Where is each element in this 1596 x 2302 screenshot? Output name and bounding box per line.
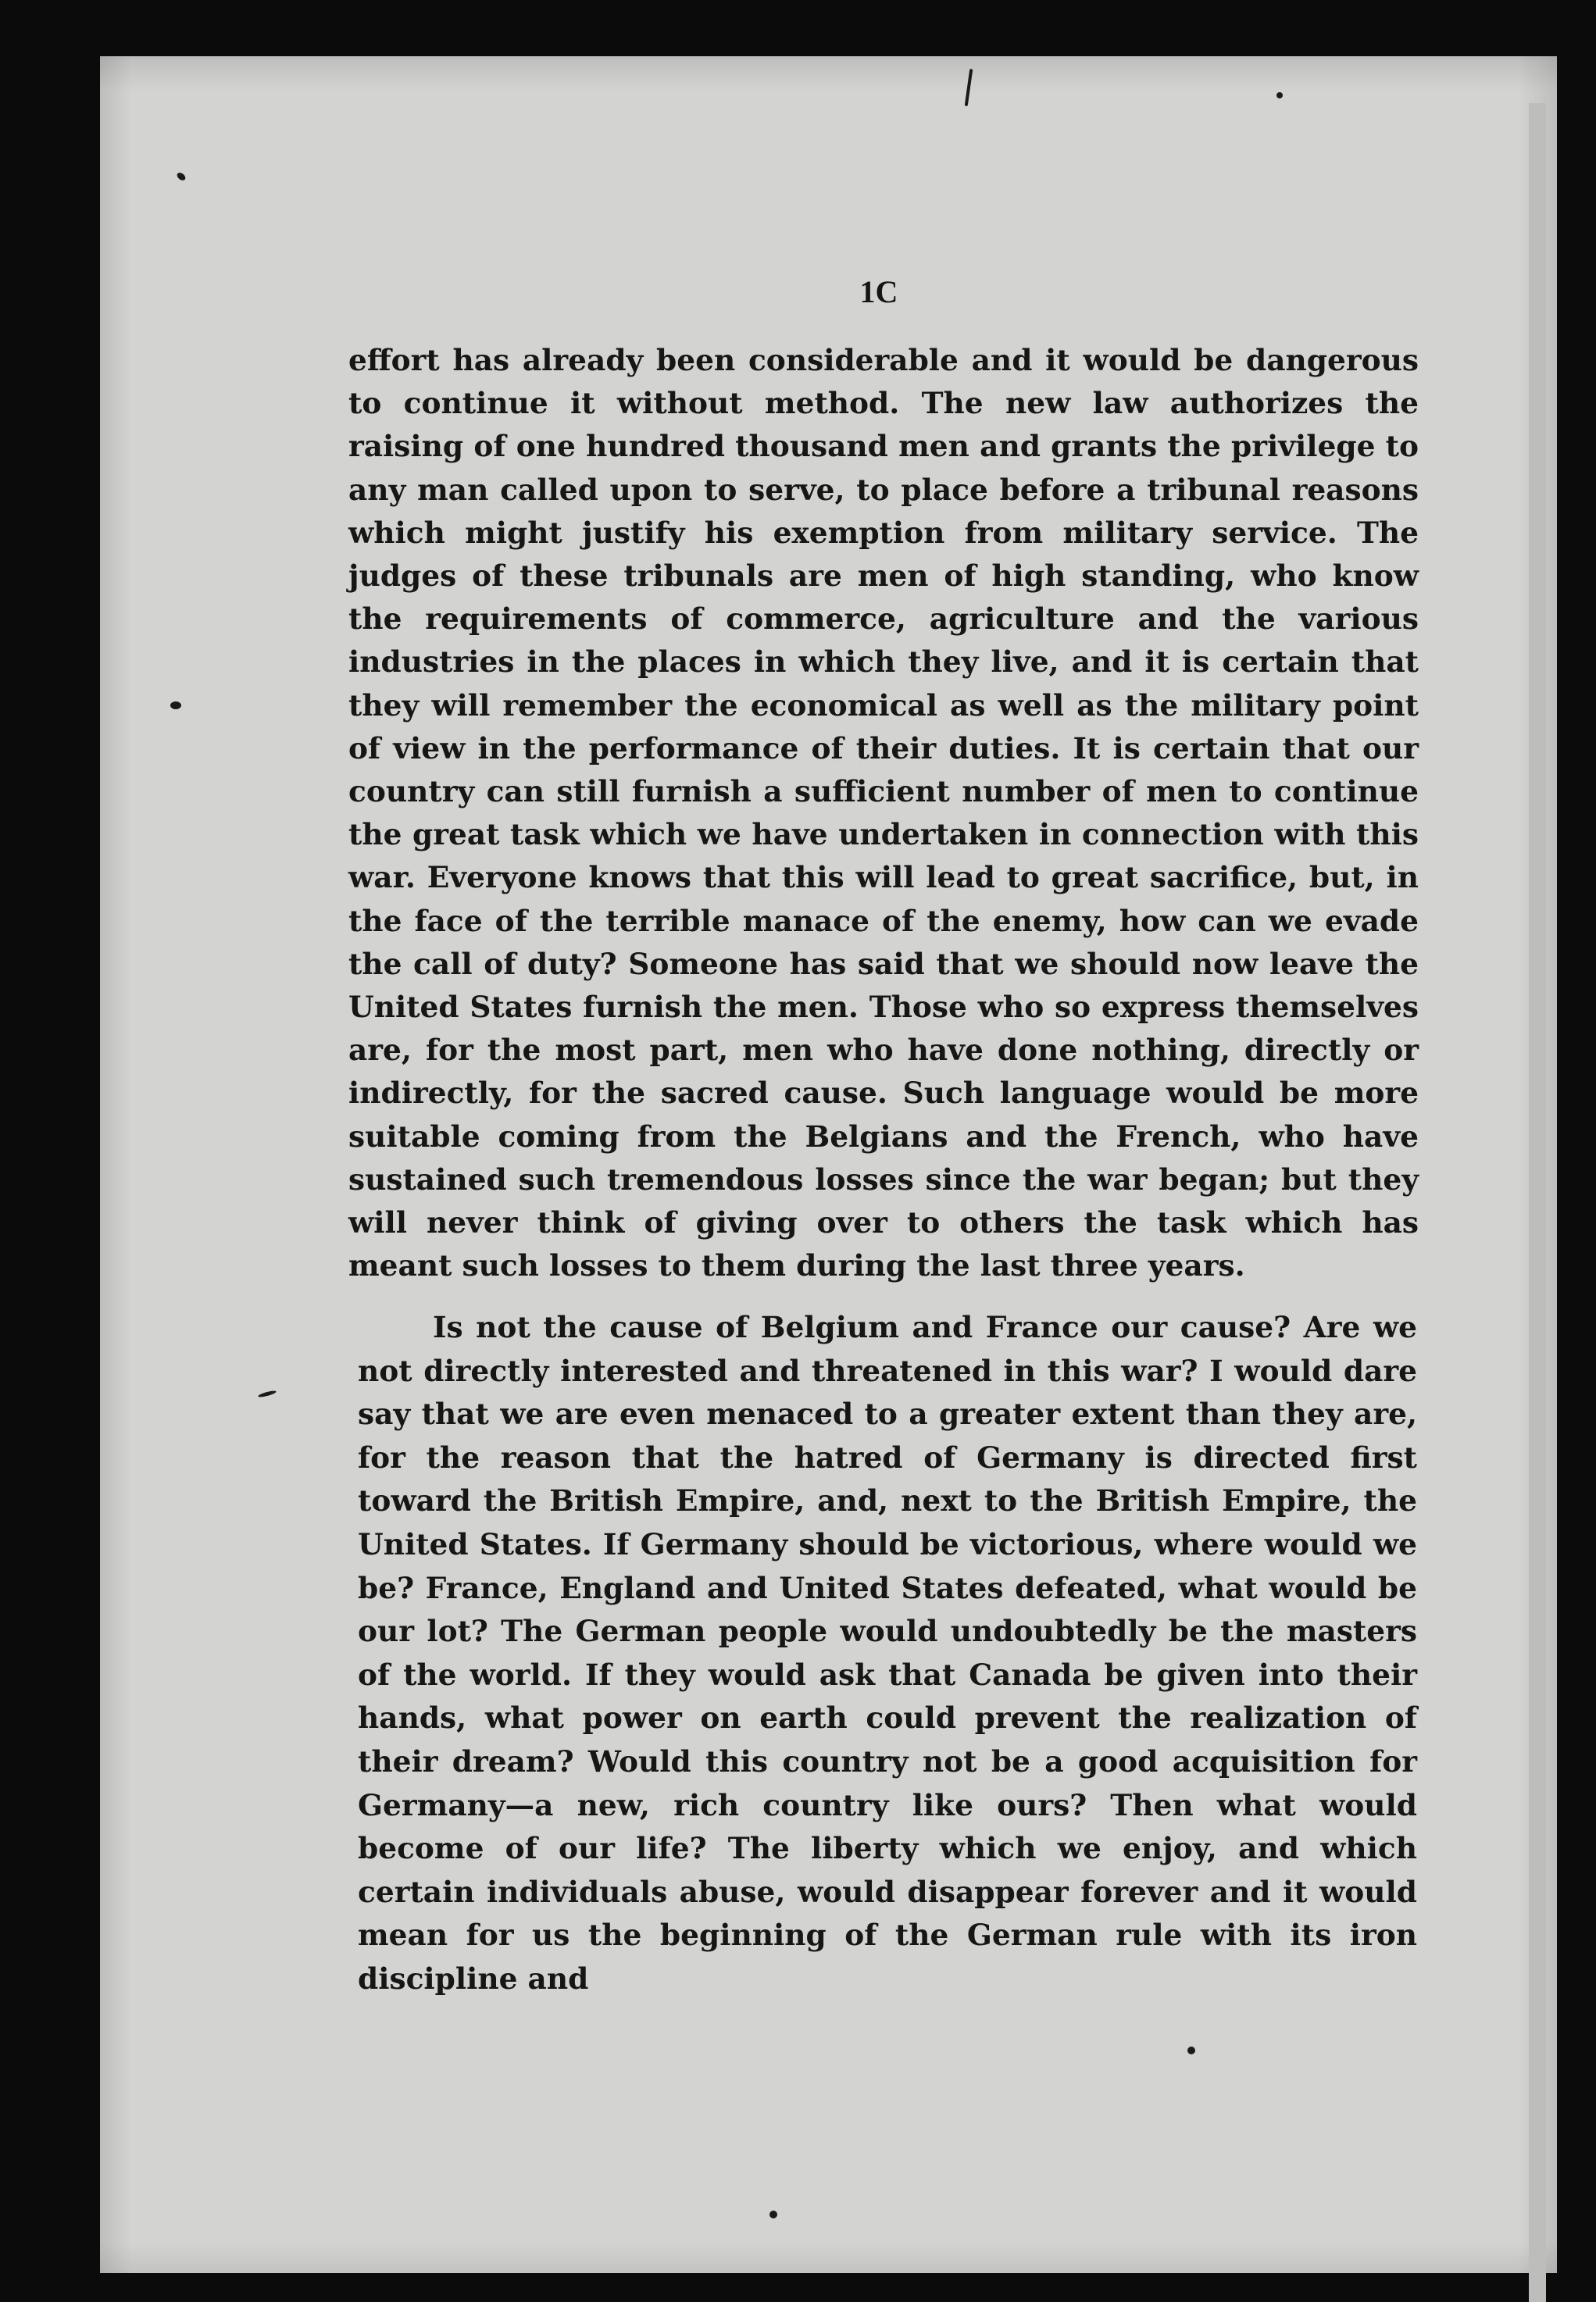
page-number: 1C	[859, 274, 898, 309]
scan-speck	[170, 701, 181, 709]
scan-speck	[769, 2211, 777, 2218]
scan-speck	[1276, 92, 1283, 98]
body-paragraph-1: effort has already been considerable and it would be dangerous to continue it without method. The new law authorizes the raising of one hundred thousand men and grants the privilege to any man called upon to serve, to place before a tribunal reasons which might justify his exemption from military service. The judges of these tribunals are men of high standing, who know the requirements of commerce, agriculture and the various industries in the places in which they live, and it is certain that they will remember the economical as well as the military point of view in the performance of their duties. It is certain that our country can still furnish a sufficient number of men to continue the great task which we have undertaken in connection with this war. Everyone knows that this will lead to great sacrifice, but, in the face of the terrible manace of the enemy, how can we evade the call of duty? Someone has said that we should now leave the United States furnish the men. Those who so express themselves are, for the most part, men who have done nothing, directly or indirectly, for the sacred cause. Such language would be more suitable coming from the Belgians and the French, who have sustained such tremendous losses since the war began; but they will never think of giving over to others the task which has meant such losses to them during the last three years.	[348, 343, 1419, 1283]
page-edge-strip	[1529, 103, 1546, 2302]
body-paragraph-2: Is not the cause of Belgium and France our cause? Are we not directly interested and threatened in this war? I would dare say that we are even menaced to a greater extent than they are, for the reason that the hatred of Germany is directed first toward the British Empire, and, next to the British Empire, the United States. If Germany should be victorious, where would we be? France, England and United States defeated, what would be our lot? The German people would undoubtedly be the masters of the world. If they would ask that Canada be given into their hands, what power on earth could prevent the realization of their dream? Would this country not be a good acquisition for Germany—a new, rich country like ours? Then what would become of our life? The liberty which we enjoy, and which certain individuals abuse, would disappear forever and it would mean for us the beginning of the German rule with its iron discipline and	[358, 1310, 1417, 1996]
scan-speck	[1187, 2047, 1195, 2054]
